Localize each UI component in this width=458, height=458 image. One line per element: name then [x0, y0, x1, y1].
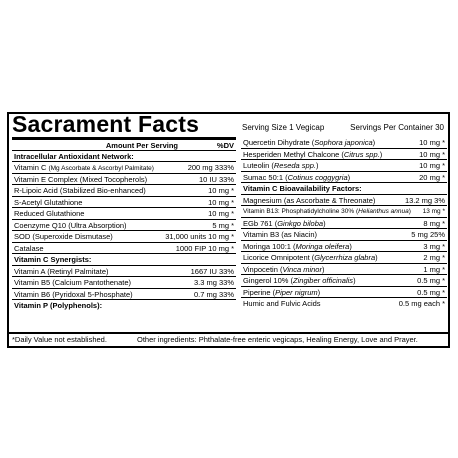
nutrient-amount: 200 mg 333%: [187, 163, 234, 172]
nutrient-row: [241, 149, 447, 161]
nutrient-row: [12, 266, 236, 278]
nutrient-row: [241, 264, 447, 276]
nutrient-name: Licorice Omnipotent (Glycerrhiza glabra): [243, 253, 378, 262]
right-column: [241, 137, 447, 310]
nutrient-amount: 3.3 mg 33%: [193, 278, 234, 287]
nutrient-name: Luteolin (Reseda spp.): [243, 161, 319, 170]
nutrient-row: [241, 229, 447, 241]
nutrient-row: [241, 275, 447, 287]
nutrient-name: EGb 761 (Ginkgo biloba): [243, 218, 326, 228]
label-title: Sacrament Facts: [12, 111, 200, 137]
nutrient-name: Vitamin B3 (as Niacin): [243, 230, 318, 239]
dv-header: %DV: [216, 141, 234, 150]
section-heading: [12, 151, 236, 163]
nutrient-amount: 0.5 mg *: [417, 287, 445, 297]
left-column: [12, 137, 236, 312]
nutrient-name: Quercetin Dihydrate (Sophora japonica): [243, 138, 376, 147]
nutrient-name: Reduced Glutathione: [14, 209, 85, 218]
section-heading: [12, 254, 236, 266]
amount-header-row: [12, 137, 236, 151]
nutrient-row: [241, 241, 447, 253]
label-footer: [9, 332, 448, 346]
nutrient-name: SOD (Superoxide Dismutase): [14, 232, 113, 241]
nutrient-amount: 1000 FIP 10 mg *: [175, 243, 234, 253]
footnote: *Daily Value not established.: [12, 335, 107, 344]
nutrient-row: [241, 206, 447, 218]
nutrient-row: [12, 289, 236, 301]
nutrient-name-detail: (Mg Ascorbate & Ascorbyl Palmitate): [48, 165, 154, 172]
botanical-name: Sophora japonica: [314, 138, 373, 147]
nutrient-amount: 0.5 mg each *: [398, 299, 445, 308]
nutrient-amount: 10 mg *: [208, 197, 234, 207]
nutrient-row: [241, 137, 447, 149]
nutrient-row: [12, 277, 236, 289]
nutrient-row: [241, 287, 447, 299]
nutrient-row: [241, 218, 447, 230]
nutrient-amount: 1667 IU 33%: [190, 266, 234, 276]
botanical-name: Cotinus coggygria: [287, 172, 348, 182]
botanical-name: Helianthus annua: [358, 208, 409, 215]
nutrient-name: S-Acetyl Glutathione: [14, 197, 83, 207]
nutrient-row: [12, 220, 236, 232]
nutrient-name: Vitamin B6 (Pyridoxal 5-Phosphate): [14, 289, 133, 299]
nutrient-amount: 10 IU 33%: [198, 174, 234, 184]
nutrient-name: Sumac 50:1 (Cotinus coggygria): [243, 172, 351, 182]
botanical-name: Reseda spp.: [273, 161, 316, 170]
nutrient-amount: 3 mg *: [423, 241, 445, 251]
nutrient-amount: 5 mg *: [212, 220, 234, 230]
nutrient-amount: 20 mg *: [419, 172, 445, 182]
amount-per-serving-header: Amount Per Serving: [105, 141, 178, 150]
botanical-name: Piper nigrum: [275, 287, 318, 297]
other-ingredients: Other ingredients: Phthalate-free enteric vegicaps, Healing Energy, Love and Prayer.: [137, 335, 418, 344]
nutrient-amount: 1 mg *: [423, 264, 445, 274]
serving-size: Serving Size 1 Vegicap: [242, 123, 325, 132]
nutrient-row: [12, 197, 236, 209]
nutrient-name: Humic and Fulvic Acids: [243, 299, 321, 308]
section-heading: [12, 300, 236, 312]
nutrient-row: [12, 185, 236, 197]
nutrient-amount: 0.5 mg *: [417, 276, 445, 285]
nutrient-row: [241, 160, 447, 172]
nutrient-name: Vitamin P (Polyphenols):: [14, 301, 103, 310]
nutrient-name: Intracellular Antioxidant Network:: [14, 151, 134, 161]
nutrient-row: [12, 231, 236, 243]
nutrient-name: Catalase: [14, 243, 44, 253]
nutrient-name: Vitamin C Synergists:: [14, 255, 92, 264]
nutrient-name: Moringa 100:1 (Moringa oleifera): [243, 241, 352, 251]
nutrient-amount: 10 mg *: [419, 149, 445, 159]
nutrient-name: Gingerol 10% (Zingiber officinalis): [243, 276, 356, 285]
nutrient-name: Vitamin C (Mg Ascorbate & Ascorbyl Palmitate): [14, 163, 154, 172]
nutrient-row: [12, 243, 236, 255]
nutrient-amount: 0.7 mg 33%: [193, 289, 234, 299]
botanical-name: Ginkgo biloba: [277, 218, 324, 228]
nutrient-name: Vitamin B5 (Calcium Pantothenate): [14, 278, 132, 287]
nutrient-amount: 2 mg *: [423, 253, 445, 262]
nutrient-name: Vitamin C Bioavailability Factors:: [243, 184, 362, 193]
nutrient-amount: 5 mg 25%: [411, 230, 445, 239]
nutrient-row: [12, 208, 236, 220]
nutrient-name: Vinpocetin (Vinca minor): [243, 264, 325, 274]
nutrient-row: [241, 298, 447, 310]
nutrient-amount: 13 mg *: [422, 208, 445, 215]
left-rows: [12, 151, 236, 312]
nutrient-row: [12, 174, 236, 186]
nutrient-amount: 31,000 units 10 mg *: [165, 232, 234, 241]
section-heading: [241, 183, 447, 195]
botanical-name: Citrus spp.: [343, 149, 380, 159]
nutrient-amount: 10 mg *: [208, 209, 234, 218]
nutrient-name: Piperine (Piper nigrum): [243, 287, 321, 297]
nutrient-amount: 13.2 mg 3%: [404, 195, 445, 205]
nutrient-name: Magnesium (as Ascorbate & Threonate): [243, 195, 376, 205]
botanical-name: Zingiber officinalis: [293, 276, 354, 285]
nutrient-name: Vitamin A (Retinyl Palmitate): [14, 266, 109, 276]
nutrient-row: [241, 172, 447, 184]
supplement-facts-panel: [7, 112, 450, 348]
nutrient-name: Vitamin B13: Phosphatidylcholine 30% (Helianthus annua): [243, 208, 411, 215]
nutrient-name: Coenzyme Q10 (Ultra Absorption): [14, 220, 127, 230]
nutrient-row: [241, 252, 447, 264]
servings-per-container: Servings Per Container 30: [350, 123, 444, 132]
nutrient-name: R-Lipoic Acid (Stabilized Bio-enhanced): [14, 186, 146, 195]
nutrient-amount: 10 mg *: [419, 161, 445, 170]
nutrient-amount: 8 mg *: [423, 218, 445, 228]
botanical-name: Glycerrhiza glabra: [314, 253, 376, 262]
nutrient-row: [241, 195, 447, 207]
botanical-name: Moringa oleifera: [295, 241, 350, 251]
nutrient-amount: 10 mg *: [208, 186, 234, 195]
nutrient-row: [12, 162, 236, 174]
nutrient-name: Vitamin E Complex (Mixed Tocopherols): [14, 174, 148, 184]
label-header: [9, 111, 448, 137]
nutrient-amount: 10 mg *: [419, 138, 445, 147]
botanical-name: Vinca minor: [282, 264, 322, 274]
right-rows: [241, 137, 447, 310]
nutrient-name: Hesperiden Methyl Chalcone (Citrus spp.): [243, 149, 383, 159]
